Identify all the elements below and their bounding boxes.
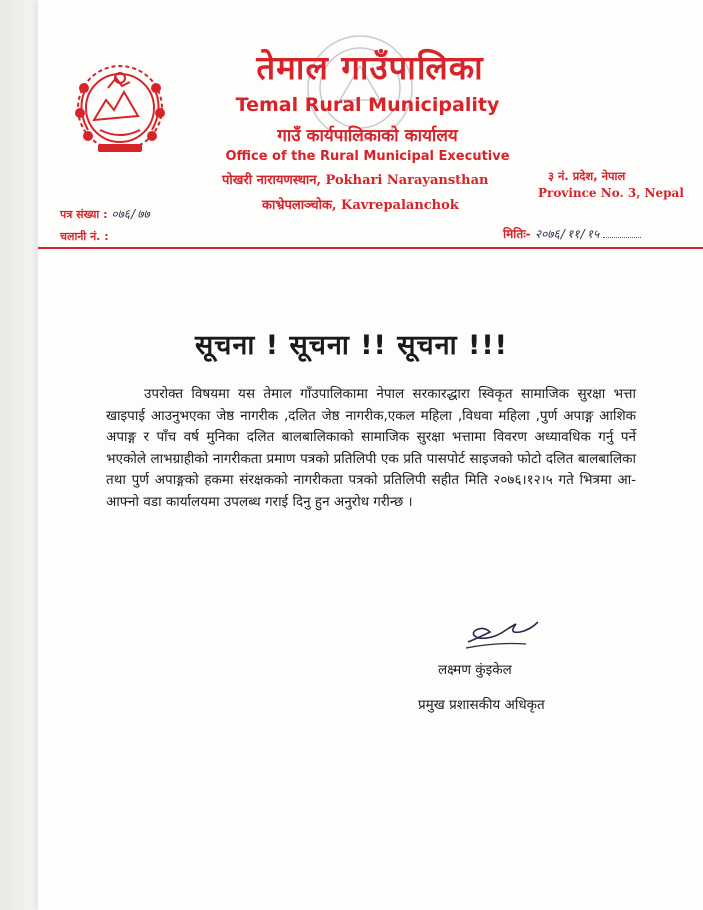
province-english: Province No. 3, Nepal [538, 186, 684, 200]
address-line-2: काभ्रेपलाञ्चोक, Kavrepalanchok [262, 198, 459, 213]
header-divider [38, 247, 703, 249]
office-nepali: गाउँ कार्यपालिकाको कार्यालय [277, 126, 458, 146]
letter-number [60, 205, 150, 222]
signature-icon [462, 612, 546, 652]
letter-number-value: ०७६/७७ [111, 207, 150, 221]
title-nepali: तेमाल गाउँपालिका [256, 48, 484, 87]
letter-number-label: पत्र संख्या : [60, 208, 108, 221]
address-line-1: पोखरी नारायणस्थान, Pokhari Narayansthan [222, 173, 489, 188]
province-nepali: ३ नं. प्रदेश, नेपाल [548, 169, 626, 183]
dispatch-number-label: चलानी नं. : [60, 230, 109, 243]
office-english: Office of the Rural Municipal Executive [225, 149, 510, 164]
notice-title: सूचना ! सूचना !! सूचना !!! [194, 330, 508, 361]
letter-date [503, 225, 641, 242]
date-label: मितिः- [503, 227, 531, 241]
title-english: Temal Rural Municipality [235, 94, 500, 116]
signatory-designation: प्रमुख प्रशासकीय अधिकृत [418, 697, 545, 713]
date-value: २०७६/११/१५ [534, 227, 600, 241]
signatory-name: लक्ष्मण कुंइकेल [438, 662, 512, 678]
dispatch-number [60, 229, 109, 244]
notice-body: उपरोक्त विषयमा यस तेमाल गाँउपालिकामा नेपाल सरकारद्धारा स्विकृत सामाजिक सुरक्षा भत्ता खाइपाई आउनुभएका जेष्ठ नागरीक ,दलित जेष्ठ नागरीक,एकल महिला ,विधवा महिला ,पुर्ण अपाङ्ग आशिक अपाङ्ग र पाँच वर्ष मुनिका दलित बालबालिकाको सामाजिक सुरक्षा भत्तामा विवरण अध्यावधिक गर्नु पर्ने भएकोले लाभग्राहीको नागरीकता प्रमाण पत्रको प्रतिलिपी एक प्रति पासपोर्ट साइजको फोटो दलित बालबालिका तथा पुर्ण अपाङ्गको हकमा संरक्षकको नागरीकता पत्रको प्रतिलिपी सहीत मिति २०७६।१२।५ गते भित्रमा आ-आफ्नो वडा कार्यालयमा उपलब्ध गराई दिनु हुन अनुरोध गरीन्छ । [106, 386, 636, 510]
date-dotted-line [603, 237, 641, 238]
